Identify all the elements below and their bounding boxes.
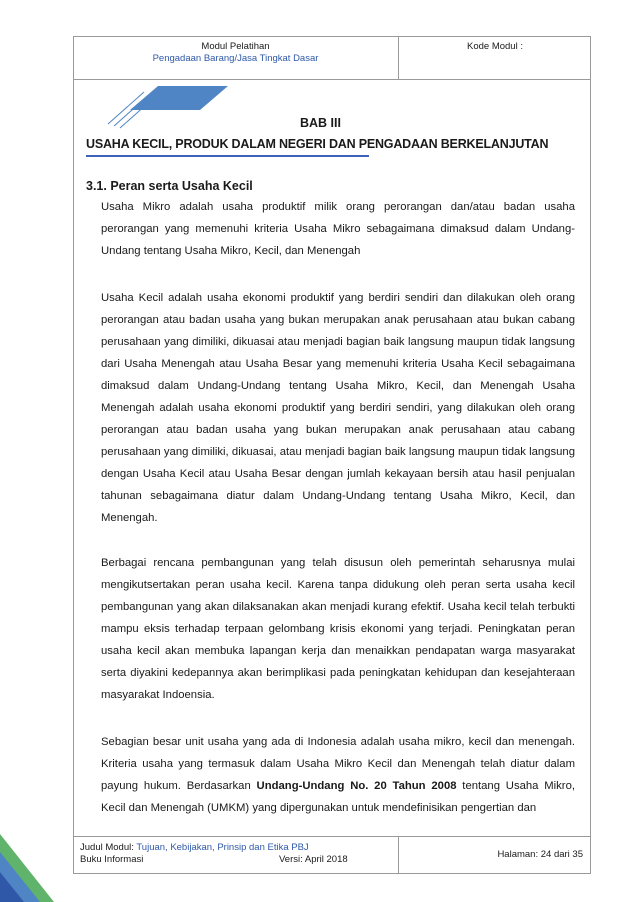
footer-title-value: Tujuan, Kebijakan, Prinsip dan Etika PBJ [136,842,309,853]
footer-version: Versi: April 2018 [279,854,348,865]
module-label: Modul Pelatihan [201,41,270,52]
paragraph-text: Berbagai rencana pembangunan yang telah disusun oleh pemerintah seharusnya mulai mengikutsertakan peran usaha kecil. Karena tanpa didukung oleh peran serta usaha kecil pembangunan yang akan dilaksanakan akan menjadi kurang efektif. Usaha kecil telah terbukti mampu eksis terhadap terpaan gelombang krisis ekonomi yang terjadi. Peningkatan peran usaha kecil akan membuka lapangan kerja dan menaikkan pendapatan warga masyarakat serta diyakini kedepannya akan berimplikasi pada peningkatan kehidupan dan kesejahteraan masyarakat Indoensia. [101,557,575,701]
chapter-title: USAHA KECIL, PRODUK DALAM NEGERI DAN PENGADAAN BERKELANJUTAN [86,137,549,151]
header-decoration [100,84,230,130]
section-heading: 3.1. Peran serta Usaha Kecil [86,179,253,193]
paragraph-umkm [101,731,575,819]
page-number: Halaman: 24 dari 35 [497,849,583,860]
module-code: Kode Modul : [467,41,523,52]
page-header [73,36,591,80]
paragraph-usaha-kecil [101,287,575,529]
paragraph-text: Usaha Mikro adalah usaha produktif milik orang perorangan dan/atau badan usaha perorangan yang memenuhi kriteria Usaha Mikro sebagaimana dimaksud dalam Undang-Undang tentang Usaha Mikro, Kecil, dan Menengah [101,201,575,257]
paragraph-usaha-mikro [101,196,575,262]
footer-book: Buku Informasi [80,854,144,865]
paragraph-rencana-pembangunan [101,552,575,706]
module-name: Pengadaan Barang/Jasa Tingkat Dasar [152,53,319,64]
module-info [73,36,399,79]
chapter-heading: BAB III [300,116,341,130]
paragraph-text-end: tentang Usaha Mikro, Kecil dan Menengah (UMKM) yang dipergunakan untuk mendefinisikan pengertian dan [101,780,575,814]
footer-info [73,837,399,874]
law-reference: Undang-Undang No. 20 Tahun 2008 [256,780,457,792]
paragraph-text: Usaha Kecil adalah usaha ekonomi produktif yang berdiri sendiri dan dilakukan oleh orang perorangan atau badan usaha yang bukan merupakan anak perusahaan atau bukan cabang perusahaan yang dimiliki, dikuasai atau menjadi bagian baik langsung maupun tidak langsung dari Usaha Menengah atau Usaha Besar yang memenuhi kriteria Usaha Kecil sebagaimana dimaksud dalam Undang-Undang tentang Usaha Mikro, Kecil, dan Menengah Usaha Menengah adalah usaha ekonomi produktif yang berdiri sendiri, yang dilakukan oleh orang perorangan atau badan usaha yang bukan merupakan anak perusahaan atau cabang perusahaan yang dimiliki, dikuasai, atau menjadi bagian baik langsung maupun tidak langsung dengan Usaha Kecil atau Usaha Besar dengan jumlah kekayaan bersih atau hasil penjualan tahunan sebagaimana diatur dalam Undang-Undang tentang Usaha Mikro, Kecil, dan Menengah. [101,292,575,524]
footer-title-label: Judul Modul: [80,842,137,853]
paragraph-text [101,731,575,819]
title-underline [86,155,369,157]
corner-decoration [0,812,120,902]
paragraph-text-start: Sebagian besar unit usaha yang ada di Indonesia adalah usaha mikro, kecil dan menengah. Kriteria usaha yang termasuk dalam Usaha Mikro Kecil dan Menengah telah diatur dalam payung hukum. Berdasarkan [101,736,575,792]
footer-title-line [80,842,398,854]
page-footer [73,836,591,874]
